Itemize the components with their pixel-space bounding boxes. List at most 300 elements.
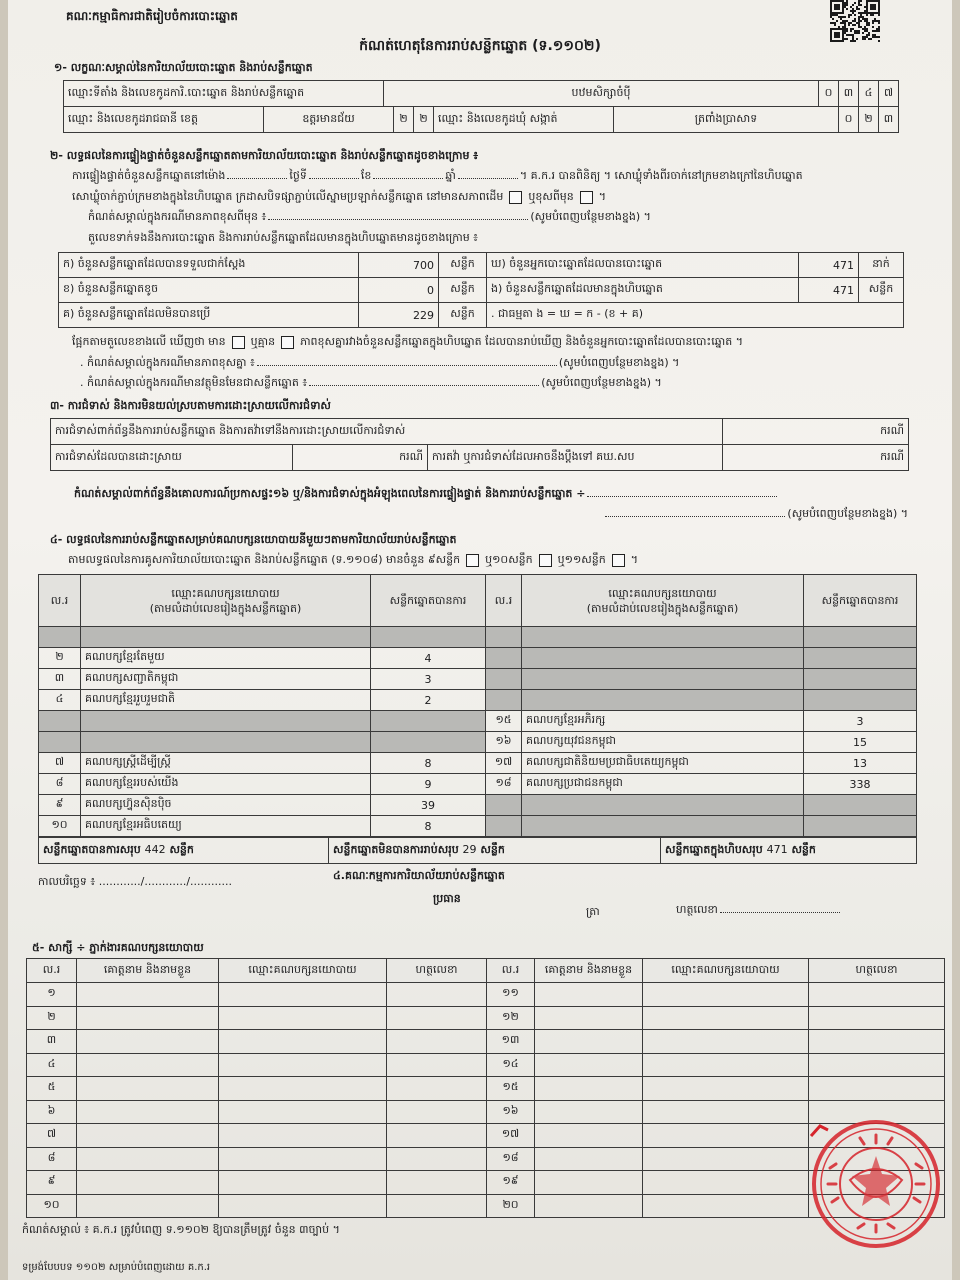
figures-intro: តួលេខទាក់ទងនឹងការបោះឆ្នោត និងការរាប់សន្លឹកឆ្នោតដែលមានក្នុងហិបឆ្នោតមានដូចខាងក្រោម ៖ <box>88 231 479 244</box>
count-b-unit: សន្លឹក <box>439 278 487 303</box>
table-row <box>27 1124 945 1148</box>
witness-party-field[interactable] <box>643 1077 809 1101</box>
count-e-label: ង) ចំនួនសន្លឹកឆ្នោតដែលមានក្នុងហិបឆ្នោត <box>487 278 799 303</box>
col-party-header <box>81 575 371 627</box>
witness-col-party: ឈ្មោះគណបក្សនយោបាយ <box>219 959 387 983</box>
shaded-cell <box>522 669 804 690</box>
checkbox-9-sheets[interactable] <box>466 554 479 567</box>
witness-name-field[interactable] <box>535 1147 643 1171</box>
witness-name-field[interactable] <box>77 1171 219 1195</box>
fill-back-note: (សូមបំពេញបន្ថែមខាងខ្នង) ។ <box>558 356 680 369</box>
witness-no: ១១ <box>487 983 535 1007</box>
time-field[interactable] <box>227 168 287 179</box>
shaded-cell <box>81 732 371 753</box>
witness-signature-field[interactable] <box>387 1077 487 1101</box>
party-no: ៣ <box>39 669 81 690</box>
ten-sheets-label: ឬ១០សន្លឹក <box>485 553 533 566</box>
count-d-unit: នាក់ <box>859 253 904 278</box>
party-name: គណបក្សជាតិនិយមប្រជាធិបតេយ្យកម្ពុជា <box>522 753 804 774</box>
party-votes: 8 <box>371 816 486 837</box>
party-results-table <box>38 574 917 837</box>
province-name: ឧត្តរមានជ័យ <box>264 107 394 133</box>
objection-remark-line <box>74 486 934 502</box>
objection-remark-line2 <box>568 506 908 522</box>
station-code-digit: ៣ <box>839 81 859 107</box>
witness-no: ១៤ <box>487 1053 535 1077</box>
count-formula: . ជាធម្មតា ង = ឃ = ក - (ខ + គ) <box>487 303 904 328</box>
table-row <box>39 669 917 690</box>
witness-name-field[interactable] <box>77 983 219 1007</box>
col-party-title: ឈ្មោះគណបក្សនយោបាយ <box>608 586 717 600</box>
commune-label: ឈ្មោះ និងលេខកូដឃុំ សង្កាត់ <box>434 107 614 133</box>
party-votes: 3 <box>371 669 486 690</box>
witness-name-field[interactable] <box>535 1124 643 1148</box>
foreign-object-remark-line <box>80 375 900 391</box>
table-row <box>27 1030 945 1054</box>
witness-party-field[interactable] <box>643 1194 809 1218</box>
count-a-unit: សន្លឹក <box>439 253 487 278</box>
shaded-cell <box>486 816 522 837</box>
foreign-object-remark-field[interactable] <box>309 375 539 386</box>
table-row <box>27 1100 945 1124</box>
date-line <box>38 874 298 890</box>
fill-back-note: (សូមបំពេញបន្ថែមខាងខ្នង) ។ <box>787 507 908 520</box>
fill-back-note: (សូមបំពេញបន្ថែមខាងខ្នង) ។ <box>530 210 651 223</box>
witness-party-field[interactable] <box>643 1100 809 1124</box>
col-no-header: ល.រ <box>39 575 81 627</box>
objection-label: ការជំទាស់ពាក់ព័ន្ធនឹងការរាប់សន្លឹកឆ្នោត និងការតវ៉ាទៅនឹងការដោះស្រាយលើការជំទាស់ <box>51 419 723 445</box>
counts-table <box>58 252 904 328</box>
witness-name-field[interactable] <box>77 1077 219 1101</box>
shaded-cell <box>371 732 486 753</box>
witness-party-field[interactable] <box>219 983 387 1007</box>
shaded-cell <box>522 816 804 837</box>
difference-note-field[interactable] <box>268 209 528 220</box>
total-in-box <box>661 838 917 864</box>
station-table <box>63 80 899 107</box>
difference-description: ភាពខុសគ្នារវាងចំនួនសន្លឹកឆ្នោតក្នុងហិបឆ្នោត ដែលបានរាប់ឃើញ និងចំនួនអ្នកបោះឆ្នោតដែលបានបោះឆ្នោត ។ <box>300 335 743 348</box>
witness-name-field[interactable] <box>77 1030 219 1054</box>
col-no-header: ល.រ <box>486 575 522 627</box>
witness-name-field[interactable] <box>77 1006 219 1030</box>
witness-signature-field[interactable] <box>387 1124 487 1148</box>
objection-table-row2 <box>50 444 909 471</box>
witness-no: ១៧ <box>487 1124 535 1148</box>
witness-col-name: គោត្តនាម និងនាមខ្លួន <box>535 959 643 983</box>
shaded-cell <box>486 648 522 669</box>
appeal-label: ការតវ៉ា ឬការជំទាស់ដែលអាចនឹងប្តឹងទៅ គឃ.សប <box>428 445 723 471</box>
witness-no: ១៥ <box>487 1077 535 1101</box>
table-row <box>39 711 917 732</box>
section2-heading: ២- លទ្ធផលនៃការផ្ទៀងផ្ទាត់ចំនួនសន្លឹកឆ្នោតតាមការិយាល័យបោះឆ្នោត និងរាប់សន្លឹកឆ្នោតដូចខាងក្រោម ៖ <box>50 149 479 162</box>
checkbox-original-state[interactable] <box>509 191 522 204</box>
witness-party-field[interactable] <box>219 1077 387 1101</box>
witness-signature-field[interactable] <box>387 1147 487 1171</box>
witness-col-no: ល.រ <box>27 959 77 983</box>
eleven-sheets-label: ឬ១១សន្លឹក <box>557 553 606 566</box>
signature-field[interactable] <box>720 902 840 913</box>
witness-col-name: គោត្តនាម និងនាមខ្លួន <box>77 959 219 983</box>
difference-check-line <box>72 334 932 350</box>
witness-signature-field[interactable] <box>387 1100 487 1124</box>
checkbox-11-sheets[interactable] <box>612 554 625 567</box>
party-name: គណបក្សស្ត្រីដើម្បីស្ត្រី <box>81 753 371 774</box>
party-no: ៤ <box>39 690 81 711</box>
party-name: គណបក្សខ្មែរតែមួយ <box>81 648 371 669</box>
shaded-cell <box>522 627 804 648</box>
fill-back-note: (សូមបំពេញបន្ថែមខាងខ្នង) ។ <box>541 376 662 389</box>
witness-party-field[interactable] <box>643 1147 809 1171</box>
witness-no: ១៨ <box>487 1147 535 1171</box>
witness-party-field[interactable] <box>643 1030 809 1054</box>
total-invalid <box>329 838 661 864</box>
witness-party-field[interactable] <box>219 1194 387 1218</box>
count-c-label: គ) ចំនួនសន្លឹកឆ្នោតដែលមិនបានប្រើ <box>59 303 359 328</box>
party-no: ២ <box>39 648 81 669</box>
total-valid <box>39 838 329 864</box>
witness-col-sign: ហត្ថលេខា <box>809 959 945 983</box>
shaded-cell <box>804 690 917 711</box>
end-mark: ។ <box>598 190 607 203</box>
shaded-cell <box>522 690 804 711</box>
witness-no: ៦ <box>27 1100 77 1124</box>
org-name: គណៈកម្មាធិការជាតិរៀបចំការបោះឆ្នោត <box>66 9 238 23</box>
witness-name-field[interactable] <box>77 1124 219 1148</box>
table-row <box>39 753 917 774</box>
witness-col-party: ឈ្មោះគណបក្សនយោបាយ <box>643 959 809 983</box>
form-sheet <box>8 0 952 1280</box>
table-row <box>27 1077 945 1101</box>
witness-signature-field[interactable] <box>387 1053 487 1077</box>
seal-state-label: សោឃ្លុំចាក់ភ្ជាប់ក្រមខាងក្នុងនៃហិបឆ្នោត ក្រដាសបិទផ្សាភ្ជាប់លើស្នាមប្រឡាក់សន្លឹកឆ្នោត នៅមានសភាពដើម <box>72 190 504 203</box>
province-label: ឈ្មោះ និងលេខកូដរាជធានី ខេត្ត <box>64 107 264 133</box>
sheet-count-label: តាមលទ្ធផលនៃការគូសការិយាល័យបោះឆ្នោត និងរាប់សន្លឹកឆ្នោត (ទ.១១០៨) មានចំនួន ៩សន្លឹក <box>68 553 461 566</box>
witness-no: ៤ <box>27 1053 77 1077</box>
witness-no: ៥ <box>27 1077 77 1101</box>
commune-code-digit: ២ <box>859 107 879 133</box>
difference-remark-label: . កំណត់សម្គាល់ក្នុងករណីមានភាពខុសគ្នា ៖ <box>80 356 255 369</box>
table-row <box>39 816 917 837</box>
shaded-cell <box>486 669 522 690</box>
witness-signature-field[interactable] <box>387 1171 487 1195</box>
year-field[interactable] <box>458 168 518 179</box>
objection-case-cell[interactable]: ករណី <box>723 419 909 445</box>
end-mark: ។ <box>630 553 638 566</box>
resolved-objection-label: ការជំទាស់ដែលបានដោះស្រាយ <box>51 445 293 471</box>
total-unit: សន្លឹក <box>169 842 194 856</box>
section3-heading: ៣- ការជំទាស់ និងការមិនយល់ស្របតាមការដោះស្រាយលើការជំទាស់ <box>50 399 331 412</box>
witness-no: ៣ <box>27 1030 77 1054</box>
qr-code-icon <box>830 0 880 42</box>
witness-party-field[interactable] <box>219 1100 387 1124</box>
party-votes: 39 <box>371 795 486 816</box>
commune-name: ត្រពាំងប្រាសាទ <box>614 107 839 133</box>
difference-note-line <box>88 209 918 225</box>
witness-party-field[interactable] <box>219 1171 387 1195</box>
table-row <box>27 1171 945 1195</box>
table-row <box>27 1194 945 1218</box>
table-row <box>39 627 917 648</box>
witness-party-field[interactable] <box>219 1030 387 1054</box>
party-name: គណបក្សខ្មែរអធិបតេយ្យ <box>81 816 371 837</box>
witness-no: ១៩ <box>487 1171 535 1195</box>
total-inbox-value: 471 <box>766 842 788 856</box>
has-difference-label: ផ្អែកតាមតួលេខខាងលើ ឃើញថា មាន <box>72 335 226 348</box>
no-difference-label: ឬគ្មាន <box>250 335 276 348</box>
shaded-cell <box>39 627 81 648</box>
count-d-label: ឃ) ចំនួនអ្នកបោះឆ្នោតដែលបានបោះឆ្នោត <box>487 253 799 278</box>
shaded-cell <box>804 795 917 816</box>
count-e-value: 471 <box>799 278 859 303</box>
shaded-cell <box>486 627 522 648</box>
party-name: គណបក្សសញ្ជាតិកម្ពុជា <box>81 669 371 690</box>
party-votes: 15 <box>804 732 917 753</box>
witness-signature-field[interactable] <box>809 983 945 1007</box>
check-note: ។ គ.ក.រ បានពិនិត្យ ។ សោឃ្លុំទាំងពីរចាក់នៅក្រមខាងក្រៅនៃហិបឆ្នោត <box>519 169 803 182</box>
commune-code-digit: ៣ <box>879 107 899 133</box>
party-no: ១៦ <box>486 732 522 753</box>
station-code-digit: ០ <box>819 81 839 107</box>
checkbox-changed-state[interactable] <box>580 191 593 204</box>
date-field[interactable]: ............/............/............ <box>98 875 233 888</box>
total-valid-value: 442 <box>144 842 166 856</box>
party-no: ១៨ <box>486 774 522 795</box>
party-votes: 3 <box>804 711 917 732</box>
shaded-cell <box>486 795 522 816</box>
party-no: ៨ <box>39 774 81 795</box>
table-row <box>27 1006 945 1030</box>
col-party-subtitle: (តាមលំដាប់លេខរៀងក្នុងសន្លឹកឆ្នោត) <box>149 601 302 615</box>
total-invalid-value: 29 <box>462 842 477 856</box>
station-name: បឋមសិក្សាចំប៉ី <box>384 81 819 107</box>
party-no: ១០ <box>39 816 81 837</box>
count-c-unit: សន្លឹក <box>439 303 487 328</box>
party-votes: 2 <box>371 690 486 711</box>
checkbox-10-sheets[interactable] <box>539 554 552 567</box>
station-code-digit: ៧ <box>879 81 899 107</box>
section1-heading: ១- លក្ខណៈសម្គាល់នៃការិយាល័យបោះឆ្នោត និងរាប់សន្លឹកឆ្នោត <box>54 61 313 74</box>
committee-heading: ៤.គណៈកម្មការការិយាល័យរាប់សន្លឹកឆ្នោត <box>333 869 505 882</box>
location-table <box>63 106 899 133</box>
signature-label: ហត្ថលេខា <box>676 903 718 916</box>
witness-party-field[interactable] <box>219 1124 387 1148</box>
footer-note: កំណត់សម្គាល់ ៖ គ.ក.រ ត្រូវបំពេញ ទ.១១០២ ឱ្យបានត្រឹមត្រូវ ចំនួន ៣ច្បាប់ ។ <box>22 1223 340 1236</box>
witness-name-field[interactable] <box>535 1194 643 1218</box>
page-title: កំណត់ហេតុនៃការរាប់សន្លឹកឆ្នោត (ទ.១១០២) <box>359 38 601 54</box>
count-c-value: 229 <box>359 303 439 328</box>
shaded-cell <box>522 795 804 816</box>
witness-party-field[interactable] <box>643 1053 809 1077</box>
witness-party-field[interactable] <box>219 1053 387 1077</box>
party-name: គណបក្សយុវជនកម្ពុជា <box>522 732 804 753</box>
count-e-unit: សន្លឹក <box>859 278 904 303</box>
objection-table-row1 <box>50 418 909 445</box>
witness-name-field[interactable] <box>77 1053 219 1077</box>
witness-name-field[interactable] <box>535 1100 643 1124</box>
witness-no: ១២ <box>487 1006 535 1030</box>
witness-name-field[interactable] <box>77 1100 219 1124</box>
changed-label: ឬខុសពីមុន <box>528 190 574 203</box>
witness-signature-field[interactable] <box>387 1006 487 1030</box>
table-row <box>39 732 917 753</box>
party-votes: 8 <box>371 753 486 774</box>
difference-remark-line <box>80 355 900 371</box>
foreign-object-remark-label: . កំណត់សម្គាល់ក្នុងករណីមានវត្ថុមិនមែនជាសន្លឹកឆ្នោត ៖ <box>80 376 308 389</box>
table-row <box>39 774 917 795</box>
table-row <box>39 648 917 669</box>
col-party-title: ឈ្មោះគណបក្សនយោបាយ <box>171 586 280 600</box>
count-d-value: 471 <box>799 253 859 278</box>
witness-no: ១០ <box>27 1194 77 1218</box>
table-row <box>27 1147 945 1171</box>
shaded-cell <box>804 627 917 648</box>
witness-col-sign: ហត្ថលេខា <box>387 959 487 983</box>
shaded-cell <box>804 648 917 669</box>
shaded-cell <box>371 711 486 732</box>
checkbox-no-difference[interactable] <box>281 336 294 349</box>
difference-remark-field[interactable] <box>257 355 557 366</box>
station-code-digit: ៤ <box>859 81 879 107</box>
day-label: ថ្ងៃទី <box>289 169 307 182</box>
verification-time-line <box>72 168 922 184</box>
witness-name-field[interactable] <box>535 1077 643 1101</box>
witness-signature-field[interactable] <box>809 1077 945 1101</box>
witness-party-field[interactable] <box>219 1147 387 1171</box>
month-field[interactable] <box>373 168 443 179</box>
witness-name-field[interactable] <box>535 1030 643 1054</box>
total-inbox-label: សន្លឹកឆ្នោតក្នុងហិបសរុប <box>665 842 763 856</box>
witness-col-no: ល.រ <box>487 959 535 983</box>
witness-name-field[interactable] <box>535 983 643 1007</box>
appeal-case-cell[interactable]: ករណី <box>723 445 909 471</box>
party-votes: 9 <box>371 774 486 795</box>
checkbox-has-difference[interactable] <box>232 336 245 349</box>
ballot-sheet-count-line <box>68 552 928 568</box>
objection-remark-label: កំណត់សម្គាល់ពាក់ព័ន្ធនឹងគោលការណ៍ប្រកាសផ្ទះ១៦ ឬ/និងការជំទាស់ក្នុងអំឡុងពេលនៃការផ្ទៀងផ្ទាត់ និងការរាប់សន្លឹកឆ្នោត ÷ <box>74 487 586 500</box>
witness-party-field[interactable] <box>643 1006 809 1030</box>
count-b-label: ខ) ចំនួនសន្លឹកឆ្នោតខូច <box>59 278 359 303</box>
table-row <box>27 1053 945 1077</box>
witness-name-field[interactable] <box>535 1006 643 1030</box>
party-name: គណបក្សខ្មែរអភិរក្ស <box>522 711 804 732</box>
witness-signature-field[interactable] <box>809 1006 945 1030</box>
stamp-label: ត្រា <box>586 905 600 918</box>
shaded-cell <box>522 648 804 669</box>
objection-remark-field-2[interactable] <box>605 506 785 517</box>
party-name: គណបក្សខ្មែររបស់យើង <box>81 774 371 795</box>
red-tick-mark-icon <box>808 1122 832 1142</box>
count-a-value: 700 <box>359 253 439 278</box>
witness-no: ៧ <box>27 1124 77 1148</box>
total-invalid-label: សន្លឹកឆ្នោតមិនបានការរាប់សរុប <box>333 842 459 856</box>
total-unit: សន្លឹក <box>480 842 505 856</box>
witness-no: ៩ <box>27 1171 77 1195</box>
party-no: ១៧ <box>486 753 522 774</box>
witness-party-field[interactable] <box>643 1171 809 1195</box>
party-name: គណបក្សហ្វ៊ុនស៊ិនប៉ិច <box>81 795 371 816</box>
shaded-cell <box>371 627 486 648</box>
shaded-cell <box>81 627 371 648</box>
witness-party-field[interactable] <box>643 983 809 1007</box>
witness-signature-field[interactable] <box>387 1194 487 1218</box>
shaded-cell <box>804 816 917 837</box>
time-label: ការផ្ទៀងផ្ទាត់ចំនួនសន្លឹកឆ្នោតនៅម៉ោង <box>72 169 226 182</box>
witness-table <box>26 958 945 1218</box>
party-no: ៩ <box>39 795 81 816</box>
col-party-subtitle: (តាមលំដាប់លេខរៀងក្នុងសន្លឹកឆ្នោត) <box>586 601 739 615</box>
witness-signature-field[interactable] <box>387 1030 487 1054</box>
col-votes-header: សន្លឹកឆ្នោតបានការ <box>371 575 486 627</box>
objection-remark-field[interactable] <box>587 486 777 497</box>
total-unit: សន្លឹក <box>791 842 816 856</box>
chair-label: ប្រធាន <box>433 892 461 905</box>
date-label: កាលបរិច្ឆេទ ៖ <box>38 875 96 888</box>
witness-name-field[interactable] <box>535 1171 643 1195</box>
day-field[interactable] <box>309 168 359 179</box>
party-votes: 338 <box>804 774 917 795</box>
witness-party-field[interactable] <box>643 1124 809 1148</box>
witness-no: ១ <box>27 983 77 1007</box>
party-name: គណបក្សខ្មែររួបរួមជាតិ <box>81 690 371 711</box>
section5-heading: ៥- សាក្សី ÷ ភ្នាក់ងារគណបក្សនយោបាយ <box>32 941 204 954</box>
witness-signature-field[interactable] <box>809 1030 945 1054</box>
difference-note-label: កំណត់សម្គាល់ក្នុងករណីមានភាពខុសពីមុន ៖ <box>88 210 267 223</box>
province-code-digit: ២ <box>414 107 434 133</box>
form-id: ទម្រង់បែបបទ ១១០២ សម្រាប់បំពេញដោយ គ.ក.រ <box>22 1262 211 1273</box>
count-a-label: ក) ចំនួនសន្លឹកឆ្នោតដែលបានទទួលជាក់ស្តែង <box>59 253 359 278</box>
count-b-value: 0 <box>359 278 439 303</box>
col-party-header <box>522 575 804 627</box>
total-valid-label: សន្លឹកឆ្នោតបានការសរុប <box>43 842 141 856</box>
signature-line <box>676 902 876 918</box>
province-code-digit: ២ <box>394 107 414 133</box>
month-label: ខែ <box>360 169 372 182</box>
witness-party-field[interactable] <box>219 1006 387 1030</box>
witness-signature-field[interactable] <box>387 983 487 1007</box>
year-label: ឆ្នាំ <box>445 169 456 182</box>
resolved-case-cell[interactable]: ករណី <box>293 445 428 471</box>
shaded-cell <box>804 669 917 690</box>
party-no: ១៥ <box>486 711 522 732</box>
party-name: គណបក្សប្រជាជនកម្ពុជា <box>522 774 804 795</box>
shaded-cell <box>81 711 371 732</box>
shaded-cell <box>486 690 522 711</box>
col-votes-header: សន្លឹកឆ្នោតបានការ <box>804 575 917 627</box>
witness-name-field[interactable] <box>535 1053 643 1077</box>
witness-no: ២០ <box>487 1194 535 1218</box>
witness-no: ២ <box>27 1006 77 1030</box>
party-votes: 4 <box>371 648 486 669</box>
party-votes: 13 <box>804 753 917 774</box>
witness-name-field[interactable] <box>77 1147 219 1171</box>
commune-code-digit: ០ <box>839 107 859 133</box>
party-no: ៧ <box>39 753 81 774</box>
section4-heading: ៤- លទ្ធផលនៃការរាប់សន្លឹកឆ្នោតសម្រាប់គណបក្សនយោបាយនីមួយៗតាមការិយាល័យរាប់សន្លឹកឆ្នោត <box>50 533 457 546</box>
shaded-cell <box>39 711 81 732</box>
table-row <box>27 983 945 1007</box>
table-row <box>39 795 917 816</box>
seal-state-line <box>72 189 922 205</box>
shaded-cell <box>39 732 81 753</box>
witness-no: ៨ <box>27 1147 77 1171</box>
witness-no: ១៣ <box>487 1030 535 1054</box>
table-row <box>39 690 917 711</box>
witness-name-field[interactable] <box>77 1194 219 1218</box>
station-label: ឈ្មោះទីតាំង និងលេខកូដការិ.បោះឆ្នោត និងរាប់សន្លឹកឆ្នោត <box>64 81 384 107</box>
totals-row <box>38 837 917 864</box>
witness-no: ១៦ <box>487 1100 535 1124</box>
witness-signature-field[interactable] <box>809 1053 945 1077</box>
